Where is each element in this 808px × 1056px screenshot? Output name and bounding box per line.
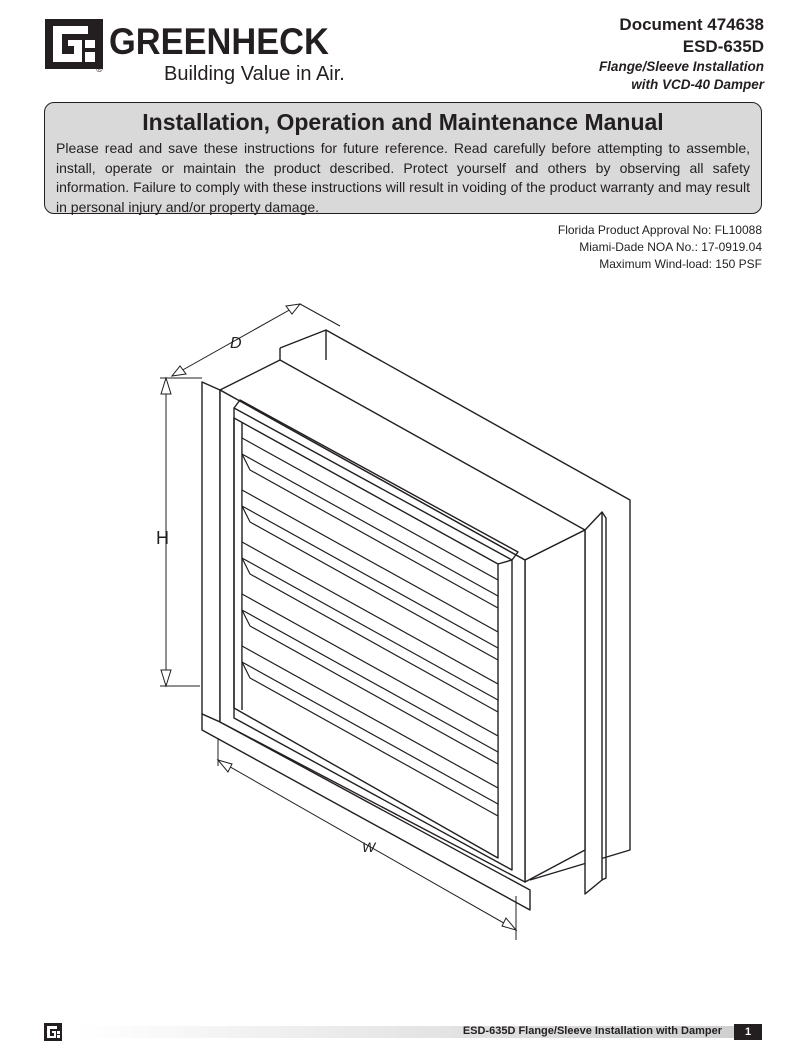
manual-intro-text: Please read and save these instructions for future reference. Read carefully before attempting to assemble, install, operate or maintain the product described. Protect yourself and others by observing all safety information. Failure to comply with these instructions will result in voiding of the product warranty and may result in personal injury and/or property damage. bbox=[56, 140, 750, 215]
greenheck-logo bbox=[44, 18, 345, 88]
florida-approval: Florida Product Approval No: FL10088 bbox=[557, 223, 762, 237]
registered-mark: ® bbox=[96, 64, 103, 74]
manual-title: Installation, Operation and Maintenance Manual bbox=[142, 109, 664, 135]
brand-tagline: Building Value in Air. bbox=[164, 63, 345, 85]
document-subtitle-line2: with VCD-40 Damper bbox=[631, 77, 764, 92]
miami-dade-noa: Miami-Dade NOA No.: 17-0919.04 bbox=[579, 240, 762, 254]
footer-title: ESD-635D Flange/Sleeve Installation with Damper bbox=[462, 1025, 722, 1037]
manual-intro-box bbox=[44, 102, 762, 214]
document-code: ESD-635D bbox=[682, 37, 764, 56]
page-number: 1 bbox=[734, 1024, 762, 1040]
page-footer bbox=[44, 1020, 762, 1044]
brand-name: GREENHECK bbox=[109, 21, 329, 62]
max-wind-load: Maximum Wind-load: 150 PSF bbox=[599, 257, 762, 271]
dimension-label-width: W bbox=[362, 839, 376, 855]
dimension-label-height: H bbox=[156, 528, 169, 548]
document-subtitle-line1: Flange/Sleeve Installation bbox=[598, 59, 764, 74]
dimension-label-depth: D bbox=[230, 335, 242, 352]
approvals-block bbox=[558, 222, 762, 273]
greenheck-logo-icon bbox=[44, 18, 104, 70]
document-number: Document 474638 bbox=[619, 15, 764, 34]
greenheck-small-logo-icon bbox=[44, 1023, 62, 1041]
document-info bbox=[599, 14, 764, 94]
damper-illustration bbox=[130, 290, 650, 950]
